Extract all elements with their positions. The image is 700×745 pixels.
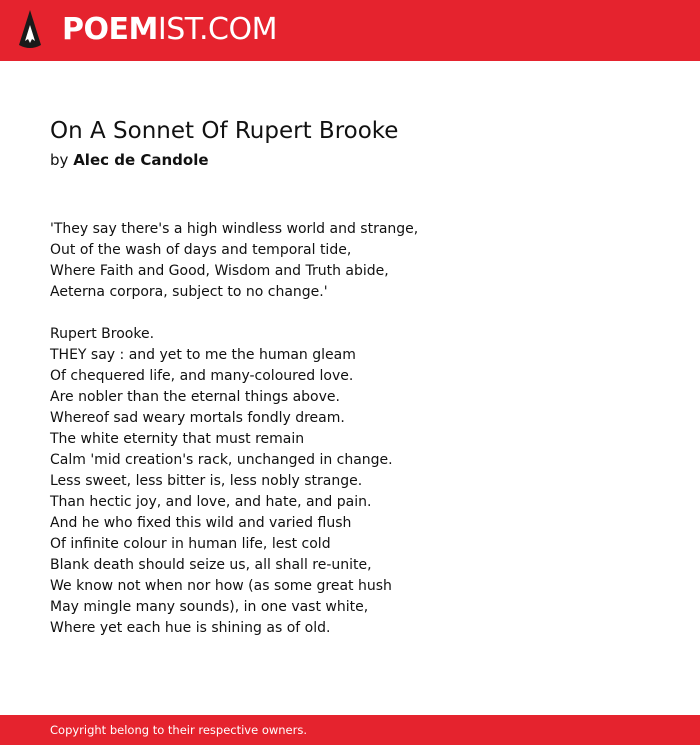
poem-line: 'They say there's a high windless world and strange,	[50, 221, 419, 237]
poem-line: Of infinite colour in human life, lest cold	[50, 536, 331, 552]
poem-line: We know not when nor how (as some great hush	[50, 578, 392, 594]
poem-stanza	[50, 219, 670, 303]
poem-line: Are nobler than the eternal things above.	[50, 389, 340, 405]
pencil-tip-icon[interactable]	[18, 9, 42, 51]
poem-line: Less sweet, less bitter is, less nobly strange.	[50, 473, 363, 489]
poem-line: Blank death should seize us, all shall re-unite,	[50, 557, 372, 573]
poem-author: Alec de Candole	[73, 151, 209, 169]
site-logo[interactable]	[62, 12, 277, 48]
poem-line: Out of the wash of days and temporal tide,	[50, 242, 352, 258]
poem-line: Aeterna corpora, subject to no change.'	[50, 284, 328, 300]
poem-byline	[50, 149, 670, 171]
poem-line: Where Faith and Good, Wisdom and Truth abide,	[50, 263, 389, 279]
by-label: by	[50, 151, 69, 169]
poem-line: Calm 'mid creation's rack, unchanged in change.	[50, 452, 393, 468]
poem-heading	[50, 116, 670, 171]
logo-bold-part: POEM	[62, 12, 158, 47]
poem-line: Rupert Brooke.	[50, 326, 155, 342]
poem-line: Of chequered life, and many-coloured love.	[50, 368, 354, 384]
poem-line: May mingle many sounds), in one vast white,	[50, 599, 369, 615]
poem-title: On A Sonnet Of Rupert Brooke	[50, 118, 399, 144]
logo-light-part: IST.COM	[157, 12, 277, 47]
poem-line: And he who fixed this wild and varied flush	[50, 515, 352, 531]
site-header	[0, 0, 700, 61]
poem-body	[50, 219, 670, 639]
poem-line: Whereof sad weary mortals fondly dream.	[50, 410, 345, 426]
site-footer	[0, 715, 700, 745]
poem-line: The white eternity that must remain	[50, 431, 305, 447]
copyright-text: Copyright belong to their respective owners.	[50, 723, 308, 737]
poem-line: Than hectic joy, and love, and hate, and pain.	[50, 494, 372, 510]
poem-line: Where yet each hue is shining as of old.	[50, 620, 331, 636]
poem-stanza	[50, 324, 670, 639]
poem-line: THEY say : and yet to me the human gleam	[50, 347, 356, 363]
